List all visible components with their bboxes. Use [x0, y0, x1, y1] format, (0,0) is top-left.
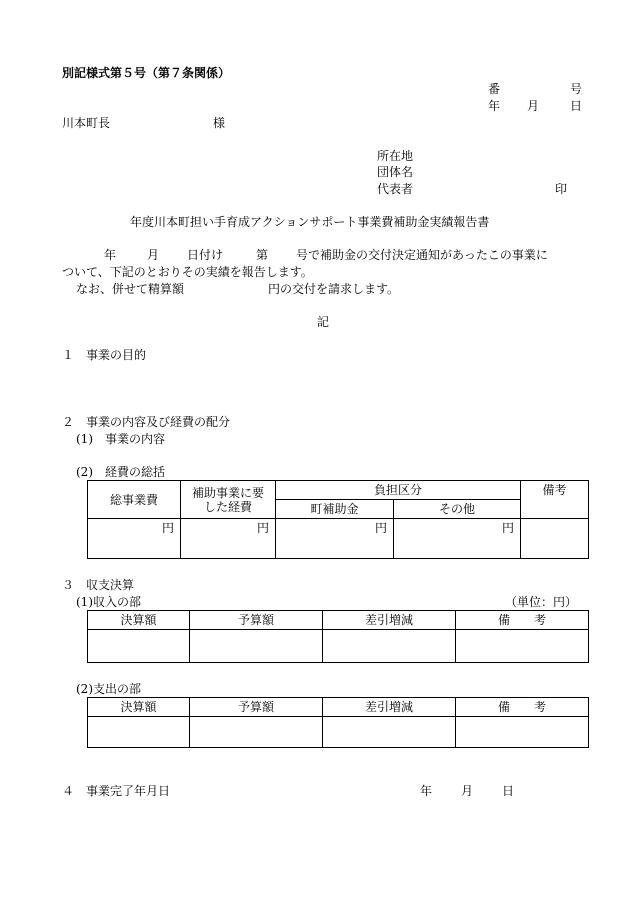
col-subsidy-cost-2: した経費	[181, 500, 276, 519]
body-claim-b: 円の交付を請求します。	[268, 282, 400, 296]
section3-heading: ３ 収支決算	[62, 578, 135, 592]
group-label: 団体名	[377, 165, 414, 179]
income-cell	[323, 630, 456, 663]
expense-col-difference: 差引増減	[323, 698, 456, 717]
income-col-settled: 決算額	[88, 611, 190, 630]
expense-table	[87, 697, 589, 748]
body-year: 年	[104, 248, 117, 262]
income-cell	[88, 630, 190, 663]
col-town-subsidy: 町補助金	[276, 500, 394, 519]
completion-day: 日	[502, 784, 515, 798]
income-col-remarks: 備 考	[456, 611, 589, 630]
body-month: 月	[147, 248, 160, 262]
expense-cell	[456, 717, 589, 748]
body-line1-rest: 号で補助金の交付決定通知があったこの事業に	[296, 248, 548, 262]
form-number: 別記様式第５号（第７条関係）	[62, 66, 231, 80]
unit-label: （単位：円）	[505, 595, 578, 609]
expense-cell	[190, 717, 323, 748]
date-month: 月	[527, 99, 540, 113]
ki-heading: 記	[317, 315, 330, 329]
expense-label: (2)支出の部	[76, 682, 141, 696]
cell-subsidy-yen: 円	[181, 519, 276, 559]
completion-month: 月	[461, 784, 474, 798]
section2-heading: ２ 事業の内容及び経費の配分	[62, 415, 231, 429]
income-col-difference: 差引増減	[323, 611, 456, 630]
section1-heading: １ 事業の目的	[62, 348, 147, 362]
income-label: (1)収入の部	[76, 595, 141, 609]
col-other: その他	[394, 500, 521, 519]
body-date: 日付け	[187, 248, 224, 262]
section2-sub2: (2) 経費の総括	[76, 465, 165, 479]
cell-town-yen: 円	[276, 519, 394, 559]
col-total-cost: 総事業費	[88, 481, 181, 519]
col-remarks: 備考	[521, 481, 589, 500]
section4-heading: ４ 事業完了年月日	[62, 784, 171, 798]
income-col-budget: 予算額	[190, 611, 323, 630]
representative-label: 代表者	[377, 182, 414, 196]
date-day: 日	[570, 99, 583, 113]
col-subsidy-cost-1: 補助事業に要	[181, 481, 276, 500]
expense-col-remarks: 備 考	[456, 698, 589, 717]
col-remarks-cont	[521, 500, 589, 519]
expense-cell	[88, 717, 190, 748]
number-label: 番	[488, 82, 501, 96]
body-number-prefix: 第	[256, 248, 269, 262]
address-label: 所在地	[377, 149, 414, 163]
expense-col-settled: 決算額	[88, 698, 190, 717]
income-table	[87, 610, 589, 663]
document-title: 年度川本町担い手育成アクションサポート事業費補助金実績報告書	[130, 215, 490, 229]
body-claim-a: なお、併せて精算額	[76, 282, 185, 296]
expense-col-budget: 予算額	[190, 698, 323, 717]
completion-year: 年	[420, 784, 433, 798]
number-suffix: 号	[570, 82, 583, 96]
cell-other-yen: 円	[394, 519, 521, 559]
col-burden: 負担区分	[276, 481, 521, 500]
addressee-honorific: 様	[213, 116, 226, 130]
income-cell	[456, 630, 589, 663]
income-cell	[190, 630, 323, 663]
expense-summary-table	[87, 480, 589, 559]
cell-remarks-empty	[521, 519, 589, 559]
expense-cell	[323, 717, 456, 748]
addressee-name: 川本町長	[62, 116, 111, 130]
date-year: 年	[488, 99, 501, 113]
section2-sub1: (1) 事業の内容	[76, 432, 165, 446]
cell-total-yen: 円	[88, 519, 181, 559]
seal-mark: 印	[555, 182, 568, 196]
body-line2: ついて、下記のとおりその実績を報告します。	[62, 265, 313, 279]
